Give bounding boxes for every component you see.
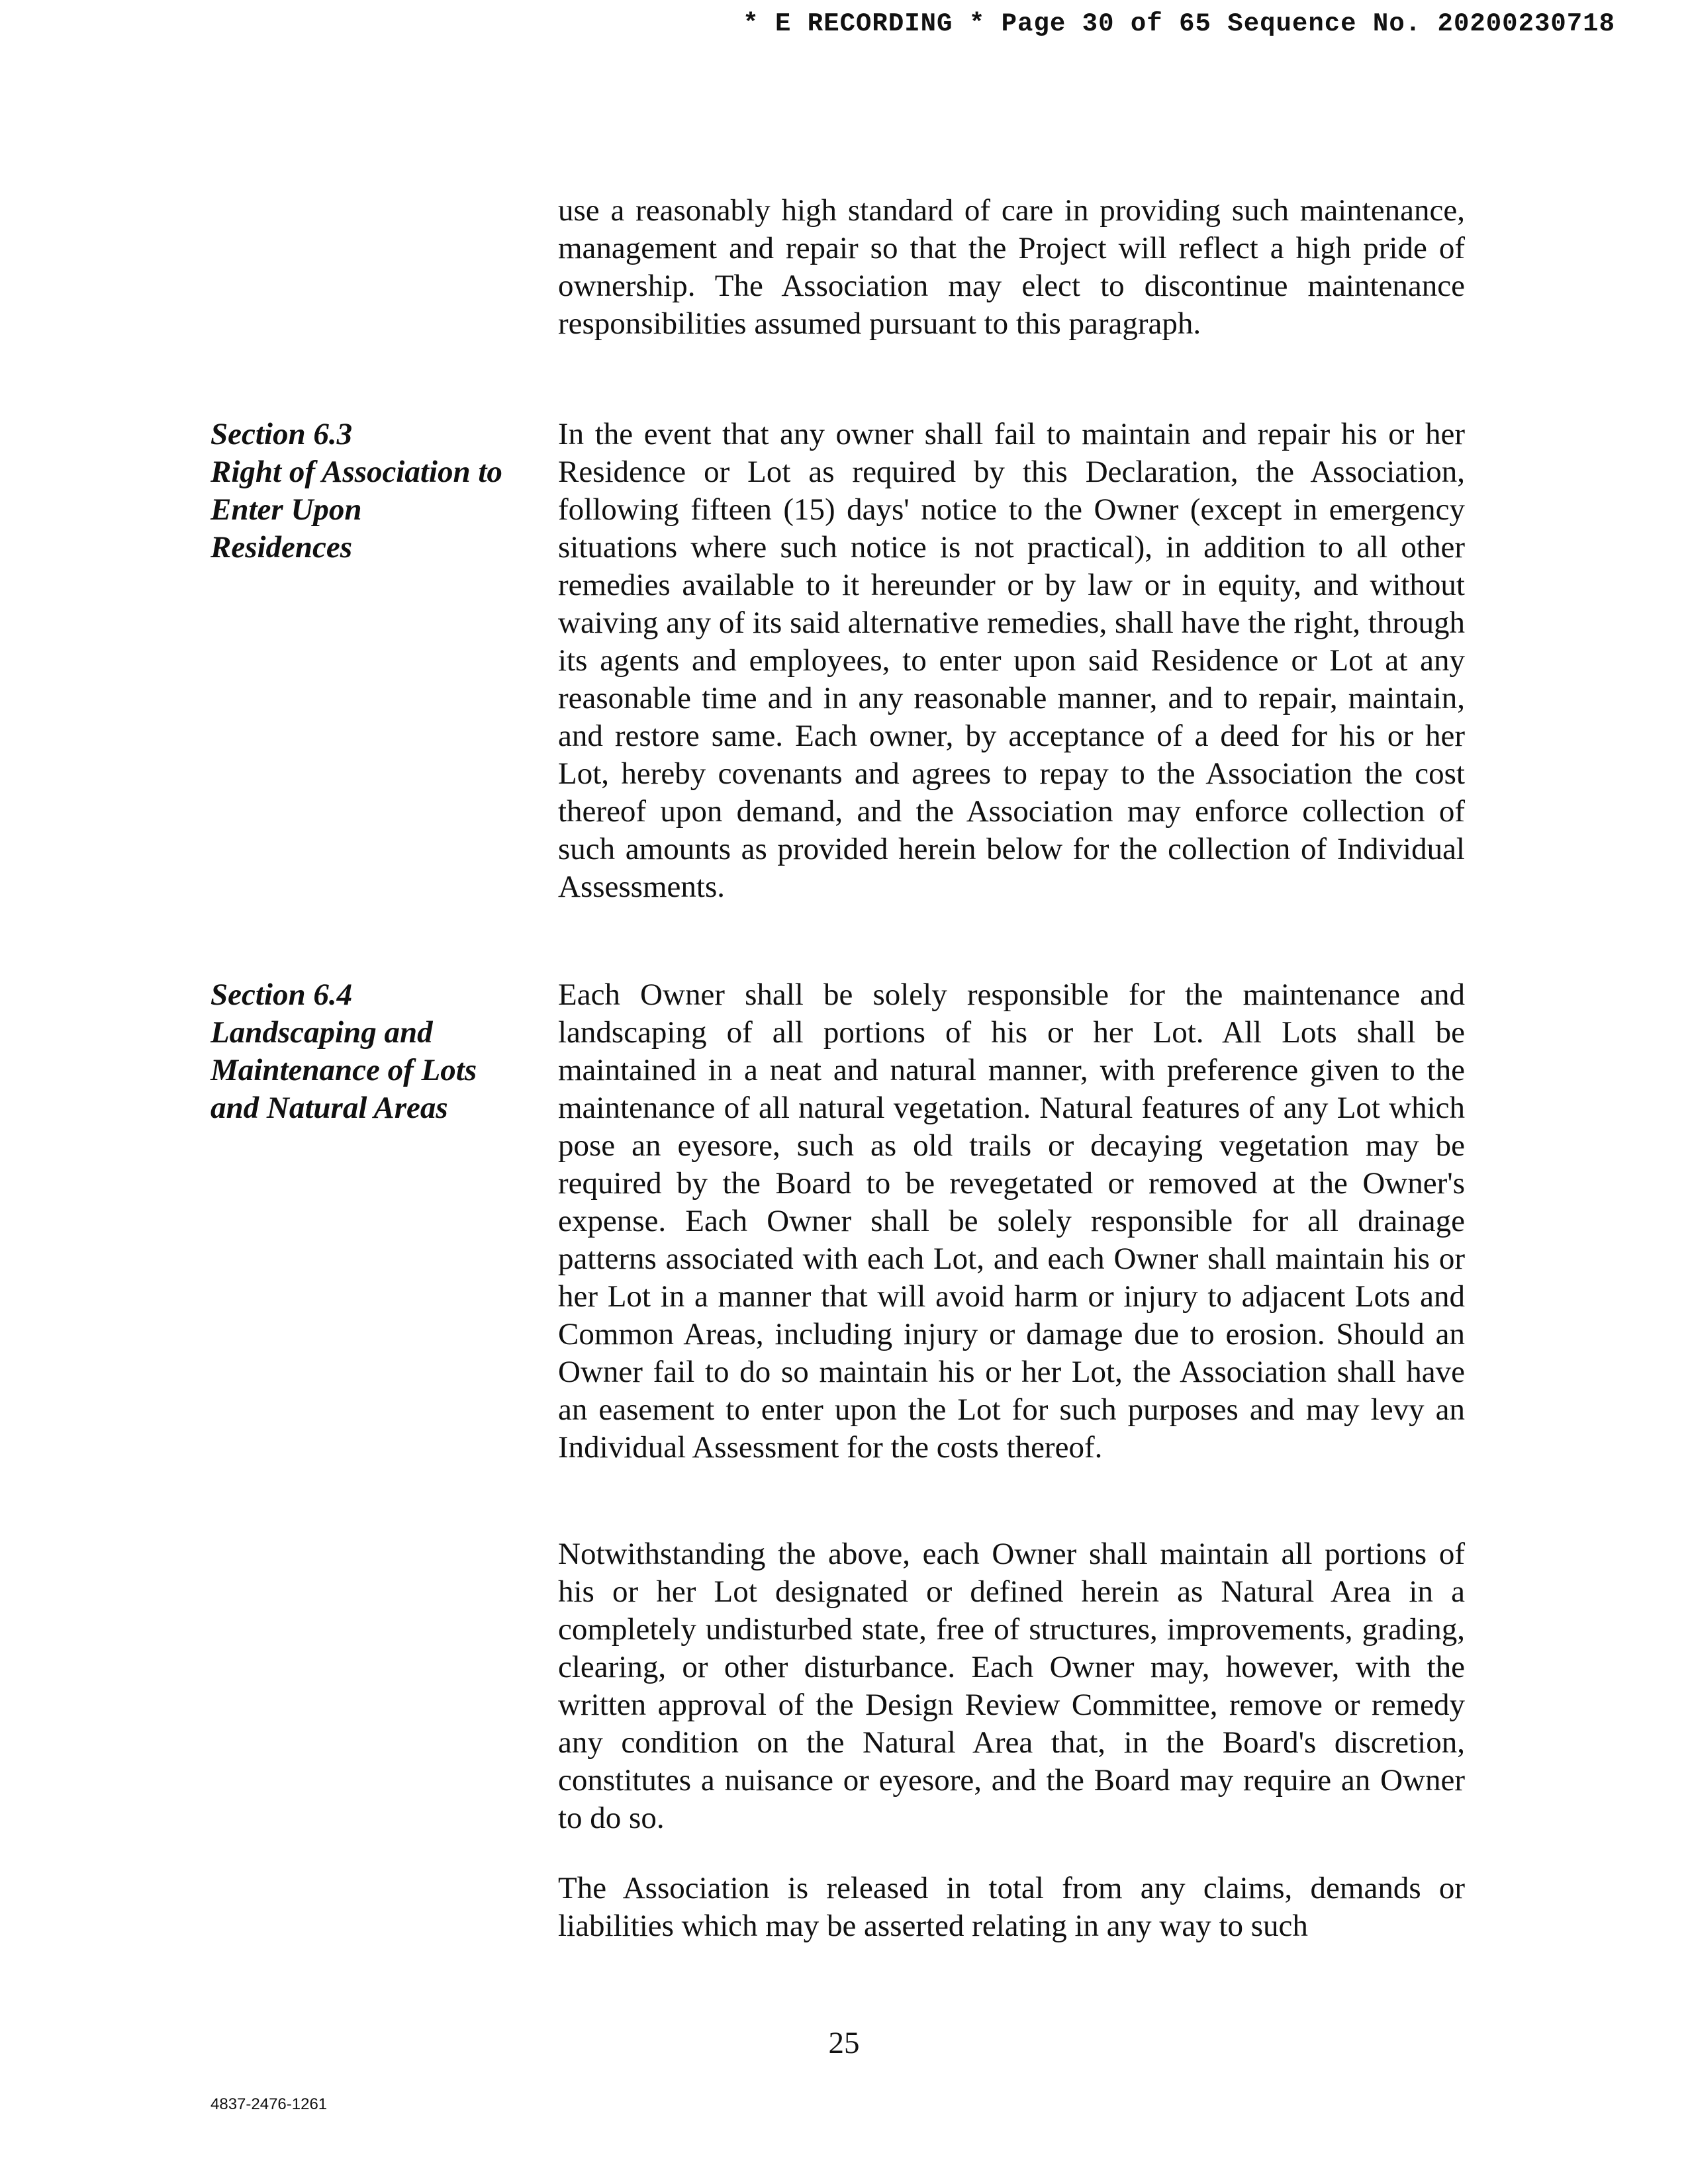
section-6-3-heading [211, 416, 541, 567]
section-6-4-paragraph-1: Each Owner shall be solely responsible for the maintenance and landscaping of all portions of his or her Lot. All Lots shall be maintained in a neat and natural manner, with preference given to the maintenance of all natural vegetation. Natural features of any Lot which pose an eyesore, such as old trails or decaying vegetation may be required by the Board to be revegetated or removed at the Owner's expense. Each Owner shall be solely responsible for all drainage patterns associated with each Lot, and each Owner shall maintain his or her Lot in a manner that will avoid harm or injury to adjacent Lots and Common Areas, including injury or damage due to erosion. Should an Owner fail to do so maintain his or her Lot, the Association shall have an easement to enter upon the Lot for such purposes and may levy an Individual Assessment for the costs thereof. [558, 978, 1465, 1465]
section-6-3-body: In the event that any owner shall fail to maintain and repair his or her Residence or Lot as required by this Declaration, the Association, following fifteen (15) days' notice to the Owner (except in emergency situations where such notice is not practical), in addition to all other remedies available to it hereunder or by law or in equity, and without waiving any of its said alternative remedies, shall have the right, through its agents and employees, to enter upon said Residence or Lot at any reasonable time and in any reasonable manner, and to repair, maintain, and restore same. Each owner, by acceptance of a deed for his or her Lot, hereby covenants and agrees to repay to the Association the cost thereof upon demand, and the Association may enforce collection of such amounts as provided herein below for the collection of Individual Assessments. [558, 417, 1465, 904]
section-6-4-title-line-3: and Natural Areas [211, 1091, 448, 1125]
continuation-paragraph: use a reasonably high standard of care in providing such maintenance, management and repair so that the Project will reflect a high pride of ownership. The Association may elect to discontinue maintenance responsibilities assumed pursuant to this paragraph. [558, 193, 1465, 341]
section-6-4-heading [211, 976, 541, 1127]
section-6-4-paragraph-2: Notwithstanding the above, each Owner shall maintain all portions of his or her Lot designated or defined herein as Natural Area in a completely undisturbed state, free of structures, improvements, grading, clearing, or other disturbance. Each Owner may, however, with the written approval of the Design Review Committee, remove or remedy any condition on the Natural Area that, in the Board's discretion, constitutes a nuisance or eyesore, and the Board may require an Owner to do so. [558, 1537, 1465, 1835]
section-6-4-title-line-2: Maintenance of Lots [211, 1053, 477, 1087]
section-6-4-number: Section 6.4 [211, 978, 353, 1012]
recording-header: * E RECORDING * Page 30 of 65 Sequence No. 20200230718 [743, 9, 1615, 38]
page-number: 25 [828, 2026, 860, 2060]
section-6-3-number: Section 6.3 [211, 417, 353, 451]
section-6-4-paragraph-3: The Association is released in total from any claims, demands or liabilities which may be asserted relating in any way to such [558, 1871, 1465, 1943]
section-6-4-title-line-1: Landscaping and [211, 1015, 433, 1050]
section-6-3-title-line-3: Residences [211, 530, 353, 565]
document-id: 4837-2476-1261 [211, 2095, 328, 2113]
section-6-3-title-line-1: Right of Association to [211, 455, 502, 489]
section-6-3-title-line-2: Enter Upon [211, 492, 362, 527]
